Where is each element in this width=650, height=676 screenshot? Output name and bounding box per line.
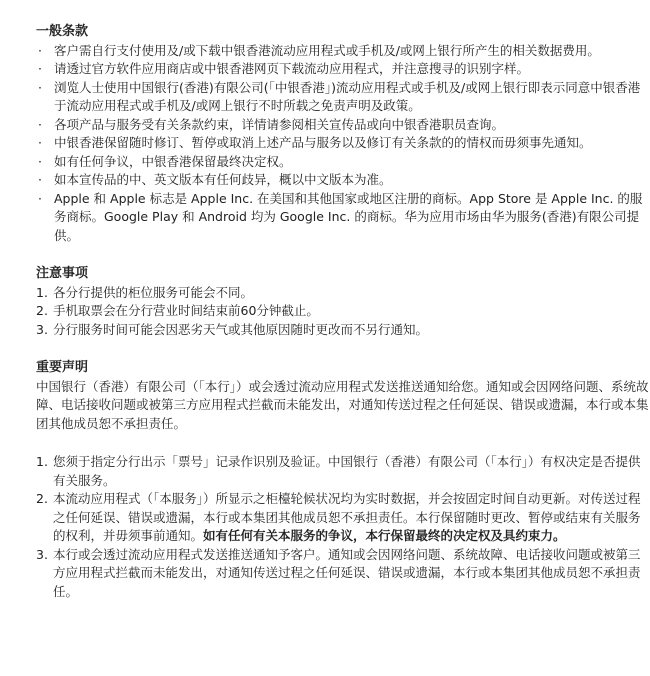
general-item-text: 客户需自行支付使用及/或下载中银香港流动应用程式或手机及/或网上银行所产生的相关数据费用。 [54, 42, 600, 58]
list-item [36, 116, 650, 135]
item-number: 2. [36, 491, 48, 506]
important-item-text: 本行或会透过流动应用程式发送推送通知予客户。通知或会因网络问题、系统故障、电话接收问题或被第三方应用程式拦截而未能发出，对通知传送过程之任何延误、错误或遗漏，本行或本集团其他成员恕不承担责任。 [53, 546, 641, 599]
list-item [36, 79, 650, 116]
general-terms-title: 一般条款 [36, 24, 89, 39]
general-item-text: 如有任何争议，中银香港保留最终决定权。 [54, 153, 292, 169]
note-item-text: 手机取票会在分行营业时间结束前60分钟截止。 [53, 303, 319, 318]
list-item [36, 153, 650, 172]
list-item [36, 546, 650, 602]
general-item-text: 浏览人士使用中国银行(香港)有限公司(「中银香港」)流动应用程式或手机及/或网上银行即表示同意中银香港于流动应用程式或手机及/或网上银行不时所载之免责声明及政策。 [54, 79, 641, 113]
item-number: 3. [36, 546, 48, 562]
notes-title: 注意事项 [36, 266, 89, 281]
item-number: 1. [36, 454, 48, 469]
list-item [36, 190, 650, 246]
list-item [36, 490, 650, 546]
general-item-text: 各项产品与服务受有关条款约束，详情请参阅相关宣传品或向中银香港职员查询。 [54, 116, 505, 132]
general-item-text: 中银香港保留随时修订、暂停或取消上述产品与服务以及修订有关条款的的情权而毋须事先通知。 [54, 135, 592, 150]
bullet-icon: · [38, 116, 42, 132]
list-item [36, 60, 650, 79]
bullet-icon: · [38, 172, 42, 187]
bullet-icon: · [38, 135, 42, 150]
bullet-icon: · [38, 61, 42, 76]
list-item [36, 284, 650, 303]
note-item-text: 各分行提供的柜位服务可能会不同。 [53, 284, 254, 300]
item-number: 3. [36, 321, 48, 337]
terms-document [36, 0, 650, 601]
item-number: 1. [36, 284, 48, 300]
bullet-icon: · [38, 42, 42, 58]
bullet-icon: · [38, 79, 42, 95]
bullet-icon: · [38, 190, 42, 206]
important-item-bold-text: 如有任何有关本服务的争议，本行保留最终的决定权及具约束力。 [203, 528, 566, 543]
list-item [36, 453, 650, 490]
important-item-text: 您须于指定分行出示「票号」记录作识别及验证。中国银行（香港）有限公司（「本行」）有权决定是否提供有关服务。 [53, 454, 641, 488]
important-notice-title: 重要声明 [36, 360, 89, 375]
list-item [36, 42, 650, 61]
important-notice-list [36, 453, 650, 601]
list-item [36, 302, 650, 321]
general-item-text: Apple 和 Apple 标志是 Apple Inc. 在美国和其他国家或地区注册的商标。App Store 是 Apple Inc. 的服务商标。Google Play 和 Android 均为 Google Inc. 的商标。华为应用市场由华为服务(香港)有限公司提供。 [54, 190, 643, 243]
general-item-text: 请透过官方软件应用商店或中银香港网页下载流动应用程式，并注意搜寻的识别字样。 [54, 61, 530, 76]
list-item [36, 134, 650, 153]
item-number: 2. [36, 303, 48, 318]
general-item-text: 如本宣传品的中、英文版本有任何歧异，概以中文版本为准。 [54, 172, 392, 187]
notes-list [36, 284, 650, 340]
list-item [36, 321, 650, 340]
important-notice-intro: 中国银行（香港）有限公司（「本行」）或会透过流动应用程式发送推送通知给您。通知或会因网络问题、系统故障、电话接收问题或被第三方应用程式拦截而未能发出，对通知传送过程之任何延误、错误或遗漏，本行或本集团其他成员恕不承担责任。 [36, 378, 649, 431]
important-item-text: 本流动应用程式（「本服务」）所显示之柜檯轮候状况均为实时数据，并会按固定时间自动更新。对传送过程之任何延误、错误或遗漏，本行或本集团其他成员恕不承担责任。本行保留随时更改、暂停或结束有关服务的权利，并毋须事前通知。 [53, 491, 641, 543]
list-item [36, 171, 650, 190]
general-terms-list [36, 42, 650, 246]
bullet-icon: · [38, 153, 42, 169]
note-item-text: 分行服务时间可能会因恶劣天气或其他原因随时更改而不另行通知。 [53, 321, 429, 337]
